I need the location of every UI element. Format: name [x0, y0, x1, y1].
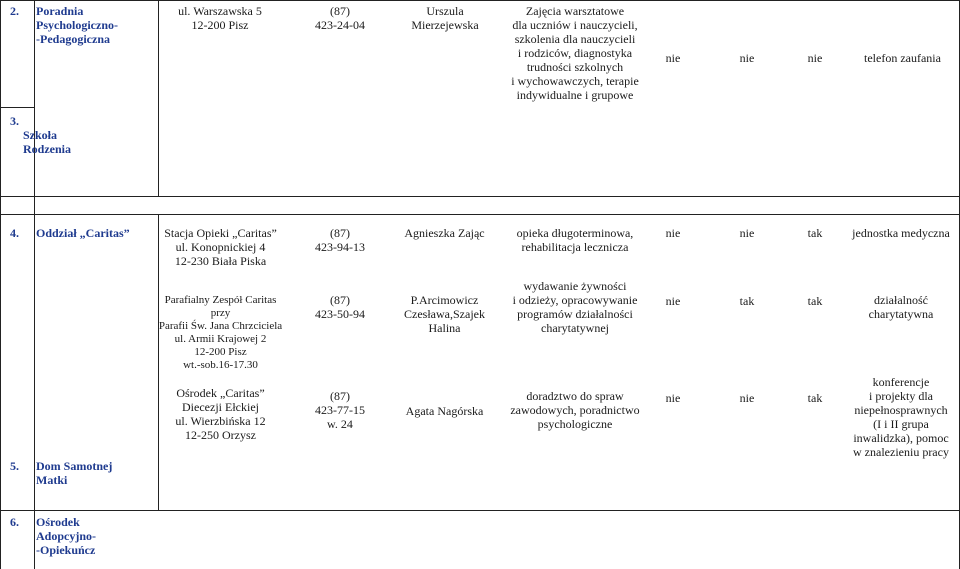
notes: konferencje i projekty dla niepełnosprawnych (I i II grupa inwalidzka), pomoc w znalezieniu pracy	[853, 375, 949, 459]
institution-name: Oddział „Caritas”	[36, 226, 130, 240]
flag-3: tak	[807, 294, 823, 308]
grid-line	[0, 510, 960, 511]
grid-line	[0, 196, 960, 197]
address: Ośrodek „Caritas” Diecezji Ełckiej ul. Wierzbińska 12 12-250 Orzysz	[175, 386, 266, 442]
scope-description: Zajęcia warsztatowe dla uczniów i nauczycieli, szkolenia dla nauczycieli i rodziców, diagnostyka trudności szkolnych i wychowawczych, terapie indywidualne i grupowe	[511, 4, 639, 102]
flag-2: nie	[739, 51, 755, 65]
phone: (87) 423-24-04	[315, 4, 365, 32]
institution-name: Dom Samotnej Matki	[36, 459, 113, 487]
flag-1: nie	[665, 226, 681, 240]
grid-line	[0, 107, 34, 108]
flag-3: tak	[807, 226, 823, 240]
flag-2: tak	[739, 294, 755, 308]
institution-name: Poradnia Psychologiczno- -Pedagogiczna	[36, 4, 118, 46]
row-number: 5.	[10, 459, 19, 473]
institution-name: Ośrodek Adopcyjno- -Opiekuńcz	[36, 515, 97, 557]
phone: (87) 423-50-94	[315, 293, 365, 321]
flag-3: tak	[807, 391, 823, 405]
flag-2: nie	[739, 391, 755, 405]
flag-1: nie	[665, 51, 681, 65]
address: Stacja Opieki „Caritas” ul. Konopnickiej 4 12-230 Biała Piska	[164, 226, 277, 268]
contact-person: P.Arcimowicz Czesława,Szajek Halina	[404, 293, 485, 335]
contact-person: Agnieszka Zając	[404, 226, 485, 240]
flag-2: nie	[739, 226, 755, 240]
row-number: 6.	[10, 515, 19, 529]
institution-name-text: Szkoła Rodzenia	[23, 128, 71, 156]
notes: działalność charytatywna	[868, 293, 934, 321]
institution-name	[10, 114, 130, 170]
row-number: 3.	[10, 114, 19, 128]
grid-line	[34, 0, 35, 569]
contact-person: Agata Nagórska	[405, 404, 484, 418]
contact-person: Urszula Mierzejewska	[411, 4, 479, 32]
grid-line	[0, 0, 1, 569]
address: ul. Warszawska 5 12-200 Pisz	[178, 4, 262, 32]
flag-1: nie	[665, 294, 681, 308]
flag-3: nie	[807, 51, 823, 65]
grid-line	[0, 214, 960, 215]
phone: (87) 423-77-15 w. 24	[315, 389, 365, 431]
notes: jednostka medyczna	[852, 226, 950, 240]
scope-description: opieka długoterminowa, rehabilitacja lecznicza	[516, 226, 634, 254]
scope-description: doradztwo do spraw zawodowych, poradnictwo psychologiczne	[510, 389, 640, 431]
notes: telefon zaufania	[864, 51, 941, 65]
grid-line	[158, 0, 159, 196]
flag-1: nie	[665, 391, 681, 405]
address: Parafialny Zespół Caritas przy Parafii Św. Jana Chrzciciela ul. Armii Krajowej 2 12-200 Pisz wt.-sob.16-17.30	[158, 294, 283, 371]
row-number: 4.	[10, 226, 19, 240]
row-number: 2.	[10, 4, 19, 18]
grid-line	[0, 0, 960, 1]
phone: (87) 423-94-13	[315, 226, 365, 254]
scope-description: wydawanie żywności i odzieży, opracowywanie programów działalności charytatywnej	[512, 279, 638, 335]
